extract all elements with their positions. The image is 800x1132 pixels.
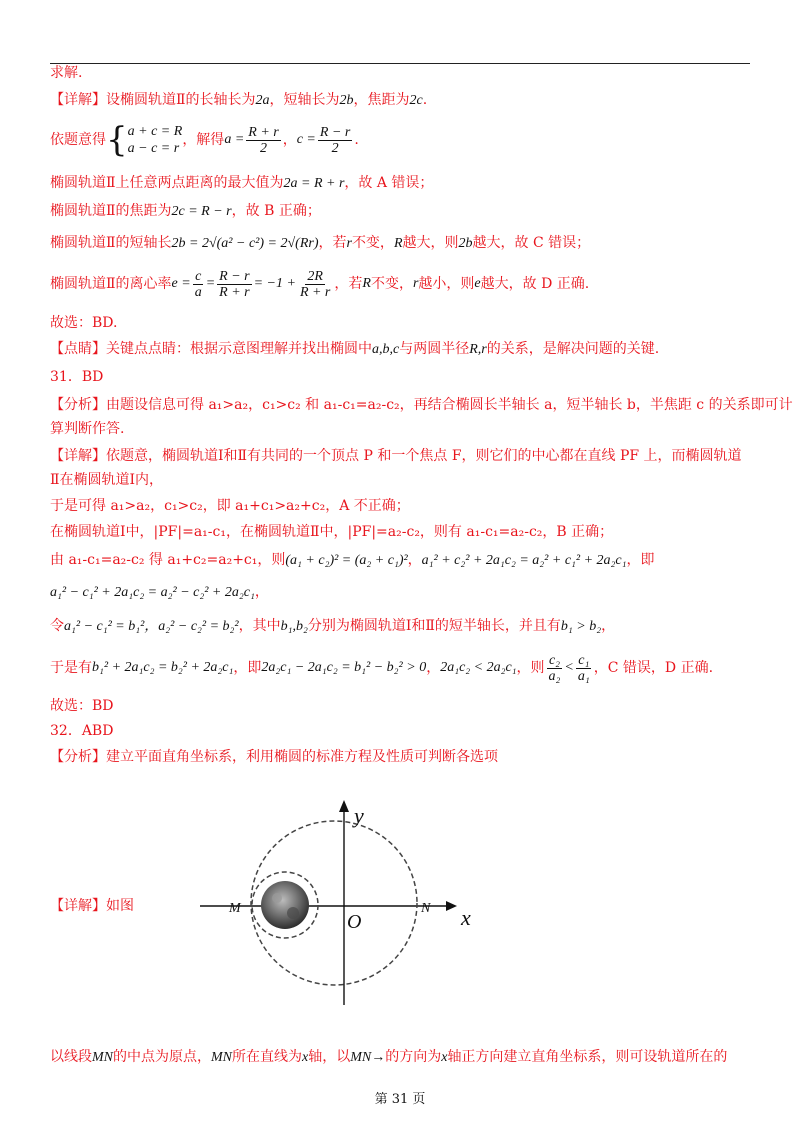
n-label: N [421,901,431,916]
line-19: 令a₁² − c₁² = b₁²，a₂² − c₂² = b₂²，其中b₁,b₂分别为椭圆轨道Ⅰ和Ⅱ的短半轴长，并且有b₁ > b₂， [50,618,616,634]
line-11: 【分析】由题设信息可得 a₁>a₂，c₁>c₂ 和 a₁-c₁=a₂-c₂，再结合椭圆长半轴长 a，短半轴长 b，半焦距 c 的关系即可计 [50,397,793,413]
line-22: 32．ABD [50,723,114,739]
moon-icon [261,881,309,929]
moon-crater [287,907,299,919]
line-7: 椭圆轨道Ⅱ的离心率 e = $\frac{c}{a}$ = $\frac{R - r}{R + r}$ = −1 + $\frac{2R}{R + r}$ ，若 R 不变， r 越小，则 e 越大，故 D 正确. [50,268,590,300]
line-3: 依题意得 { a + c = R a − c = r ，解得 a = $\frac{R + r}{2}$ ， c = $\frac{R - r}{2}$ . [50,120,359,160]
line-8: 故选：BD. [50,315,118,331]
line-6: 椭圆轨道Ⅱ的短轴长2b = 2√(a² − c²) = 2√(Rr)，若r不变，R越大，则2b越大，故 C 错误； [50,235,591,251]
brace: { [106,120,128,160]
line-1: 求解. [50,65,83,81]
x-axis-arrow [446,901,457,911]
line-21: 故选：BD [50,698,114,714]
line-18: a₁² − c₁² + 2a₁c₂ = a₂² − c₂² + 2a₂c₁， [50,584,269,600]
line-16: 在椭圆轨道Ⅰ中，|PF|=a₁-c₁，在椭圆轨道Ⅱ中，|PF|=a₂-c₂，则有 a₁-c₁=a₂-c₂，B 正确； [50,524,614,540]
line-5: 椭圆轨道Ⅱ的焦距为2c = R − r，故 B 正确； [50,203,321,219]
line-2: 【详解】设椭圆轨道Ⅱ的长轴长为2a，短轴长为2b，焦距为2c. [50,92,428,108]
y-axis-arrow [339,800,349,812]
moon-crater [272,893,282,903]
line-24: 【详解】如图 [50,898,134,914]
line-17: 由 a₁-c₁=a₂-c₂ 得 a₁+c₂=a₂+c₁，则(a₁ + c₂)² = (a₂ + c₁)²，a₁² + c₂² + 2a₁c₂ = a₂² + c₁² + 2a₂c₁，即 [50,552,655,568]
line-10: 31．BD [50,369,104,385]
m-label: M [229,901,241,916]
x-label: x [461,905,471,930]
line-23: 【分析】建立平面直角坐标系，利用椭圆的标准方程及性质可判断各选项 [50,749,498,765]
line-9: 【点睛】关键点点睛：根据示意图理解并找出椭圆中a,b,c与两圆半径R,r的关系，是解决问题的关键. [50,341,660,357]
line-14: Ⅱ在椭圆轨道Ⅰ内， [50,472,164,488]
line-12: 算判断作答. [50,421,125,437]
header-rule [50,63,750,64]
y-label: y [354,803,364,828]
orbit-figure [195,795,485,1010]
page-number: 第 31 页 [374,1092,426,1107]
line-15: 于是可得 a₁>a₂，c₁>c₂，即 a₁+c₁>a₂+c₂，A 不正确； [50,498,410,514]
equation-system: a + c = R a − c = r [127,124,183,156]
line-13: 【详解】依题意，椭圆轨道Ⅰ和Ⅱ有共同的一个顶点 P 和一个焦点 F，则它们的中心都在直线 PF 上，而椭圆轨道 [50,448,742,464]
line-4: 椭圆轨道Ⅱ上任意两点距离的最大值为2a = R + r，故 A 错误； [50,175,434,191]
line-25: 以线段MN的中点为原点，MN所在直线为x轴，以MN→的方向为x轴正方向建立直角坐标系，则可设轨道所在的 [50,1049,728,1065]
origin-label: O [347,911,362,933]
line-20: 于是有 b₁² + 2a₁c₂ = b₂² + 2a₂c₁ ，即 2a₂c₁ − 2a₁c₂ = b₁² − b₂² > 0 ， 2a₁c₂ < 2a₂c₁ ，则 $\frac{\text{c₂}}{\text{a₂}}$ < $\frac{\text{c₁}}{\text{a₁}}$ ，C 错误，D 正确. [50,652,714,684]
